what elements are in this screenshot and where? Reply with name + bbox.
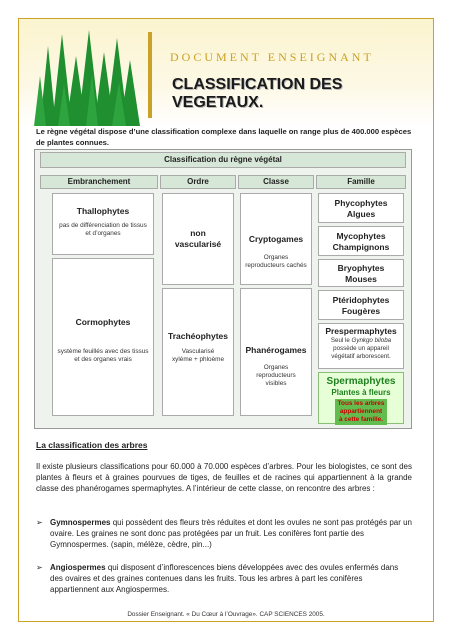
- prespermaphytes-desc-line3: végétatif arborescent.: [331, 353, 391, 360]
- arrow-bullet-icon: ➢: [36, 563, 43, 572]
- gymnospermes-term: Gymnospermes: [50, 518, 111, 527]
- cell-phycophytes: [318, 193, 404, 223]
- cormophytes-name: Cormophytes: [75, 317, 131, 327]
- angiospermes-text: [50, 562, 412, 595]
- spermaphytes-name: Spermaphytes: [326, 376, 396, 387]
- prespermaphytes-desc-species: Gynkgo biloba: [351, 337, 392, 344]
- bullet-gymnospermes: [36, 517, 412, 550]
- column-header-ordre: Ordre: [160, 175, 236, 189]
- section-title-arbres: La classification des arbres: [36, 440, 148, 450]
- page-footer: Dossier Enseignant. « Du Cœur à l’Ouvrage». CAP SCIENCES 2005.: [127, 611, 325, 618]
- cell-thallophytes: [52, 193, 154, 255]
- gymnospermes-text: [50, 517, 412, 550]
- cell-cryptogames: [240, 193, 312, 285]
- bryophytes-line1: Bryophytes: [337, 263, 385, 273]
- column-header-embranchement: Embranchement: [40, 175, 158, 189]
- cryptogames-desc-line2: reproducteurs cachés: [245, 262, 307, 269]
- cell-tracheophytes: [162, 288, 234, 416]
- pteridophytes-line2: Fougères: [341, 306, 381, 316]
- cell-phanerogames: [240, 288, 312, 416]
- cell-spermaphytes: [318, 372, 404, 424]
- page-title: [172, 76, 402, 112]
- phanerogames-desc-line3: visibles: [265, 380, 287, 387]
- prespermaphytes-desc-pre: Seul le: [330, 337, 350, 344]
- spermaphytes-sub: Plantes à fleurs: [331, 388, 391, 397]
- page-title-line2: VEGETAUX.: [172, 94, 264, 111]
- cell-bryophytes: [318, 259, 404, 287]
- column-header-famille: Famille: [316, 175, 406, 189]
- angiospermes-desc: qui disposent d’inflorescences biens développées avec des ovules enfermés dans des ovaires et des graines contenues dans les fruits. Tous les arbres à part les conifères appartiennent aux Angiospermes.: [50, 563, 399, 594]
- thallophytes-name: Thallophytes: [76, 206, 130, 216]
- cell-mycophytes: [318, 226, 404, 256]
- page-title-line1: CLASSIFICATION DES: [172, 76, 343, 93]
- spermaphytes-note-line3: à cette famille.: [338, 416, 384, 423]
- non-vascularise-line2: vascularisé: [174, 239, 222, 249]
- spermaphytes-note-line2: appartiennent: [339, 408, 383, 415]
- phycophytes-line1: Phycophytes: [334, 198, 388, 208]
- spermaphytes-note-line1: Tous les arbres: [337, 400, 385, 407]
- phanerogames-desc-line2: reproducteurs: [256, 372, 296, 379]
- mycophytes-line2: Champignons: [332, 242, 390, 252]
- intro-text: Le règne végétal dispose d’une classification complexe dans laquelle on range plus de 400.000 espèces de plantes connues.: [36, 127, 412, 147]
- cell-non-vascularise: [162, 193, 234, 285]
- tracheophytes-desc-line1: Vascularisé: [181, 348, 215, 355]
- pteridophytes-line1: Ptéridophytes: [332, 295, 390, 305]
- mycophytes-line1: Mycophytes: [336, 231, 386, 241]
- prespermaphytes-desc-line1: [319, 337, 403, 345]
- cell-cormophytes: [52, 258, 154, 416]
- gymnospermes-desc: qui possèdent des fleurs très réduites et dont les ovules ne sont pas protégés par un ovaire. Les graines ne sont donc pas protégées par un fruit. Les conifères font partie des Gymnospermes. (sapin, mélèze, cèdre, pin...): [50, 518, 412, 549]
- phycophytes-line2: Algues: [346, 209, 376, 219]
- arbres-paragraph: Il existe plusieurs classifications pour 60.000 à 70.000 espèces d’arbres. Pour les biologistes, ce sont des plantes à fleurs et à graines pourvues de tiges, de feuilles et de racines qui appartiennent à la grande classe des phanérogames spermaphytes. A l’intérieur de cette classe, on rencontre des arbres :: [36, 462, 412, 493]
- table-title: Classification du règne végétal: [40, 152, 406, 168]
- arrow-bullet-icon: ➢: [36, 518, 43, 527]
- bullet-angiospermes: [36, 562, 412, 595]
- header-divider: [148, 32, 152, 118]
- conifer-trees-icon: [34, 26, 144, 126]
- angiospermes-term: Angiospermes: [50, 563, 106, 572]
- cell-pteridophytes: [318, 290, 404, 320]
- document-label: DOCUMENT ENSEIGNANT: [170, 50, 374, 64]
- cell-prespermaphytes: [318, 323, 404, 369]
- prespermaphytes-desc-line2: possède un appareil: [333, 345, 389, 352]
- spermaphytes-note: [335, 399, 387, 425]
- cryptogames-name: Cryptogames: [248, 234, 304, 244]
- phanerogames-desc-line1: Organes: [263, 364, 289, 371]
- bryophytes-line2: Mouses: [345, 274, 377, 284]
- tracheophytes-desc-line2: xylème + phloème: [171, 356, 225, 363]
- non-vascularise-line1: non: [190, 228, 206, 238]
- column-header-classe: Classe: [238, 175, 314, 189]
- tracheophytes-name: Trachéophytes: [168, 331, 228, 341]
- thallophytes-desc: pas de différenciation de tissus et d’organes: [59, 222, 147, 237]
- cryptogames-desc-line1: Organes: [263, 254, 289, 261]
- phanerogames-name: Phanérogames: [245, 345, 307, 355]
- cormophytes-desc: système feuillés avec des tissus et des organes vrais: [57, 348, 149, 363]
- prespermaphytes-name: Prespermaphytes: [325, 326, 397, 336]
